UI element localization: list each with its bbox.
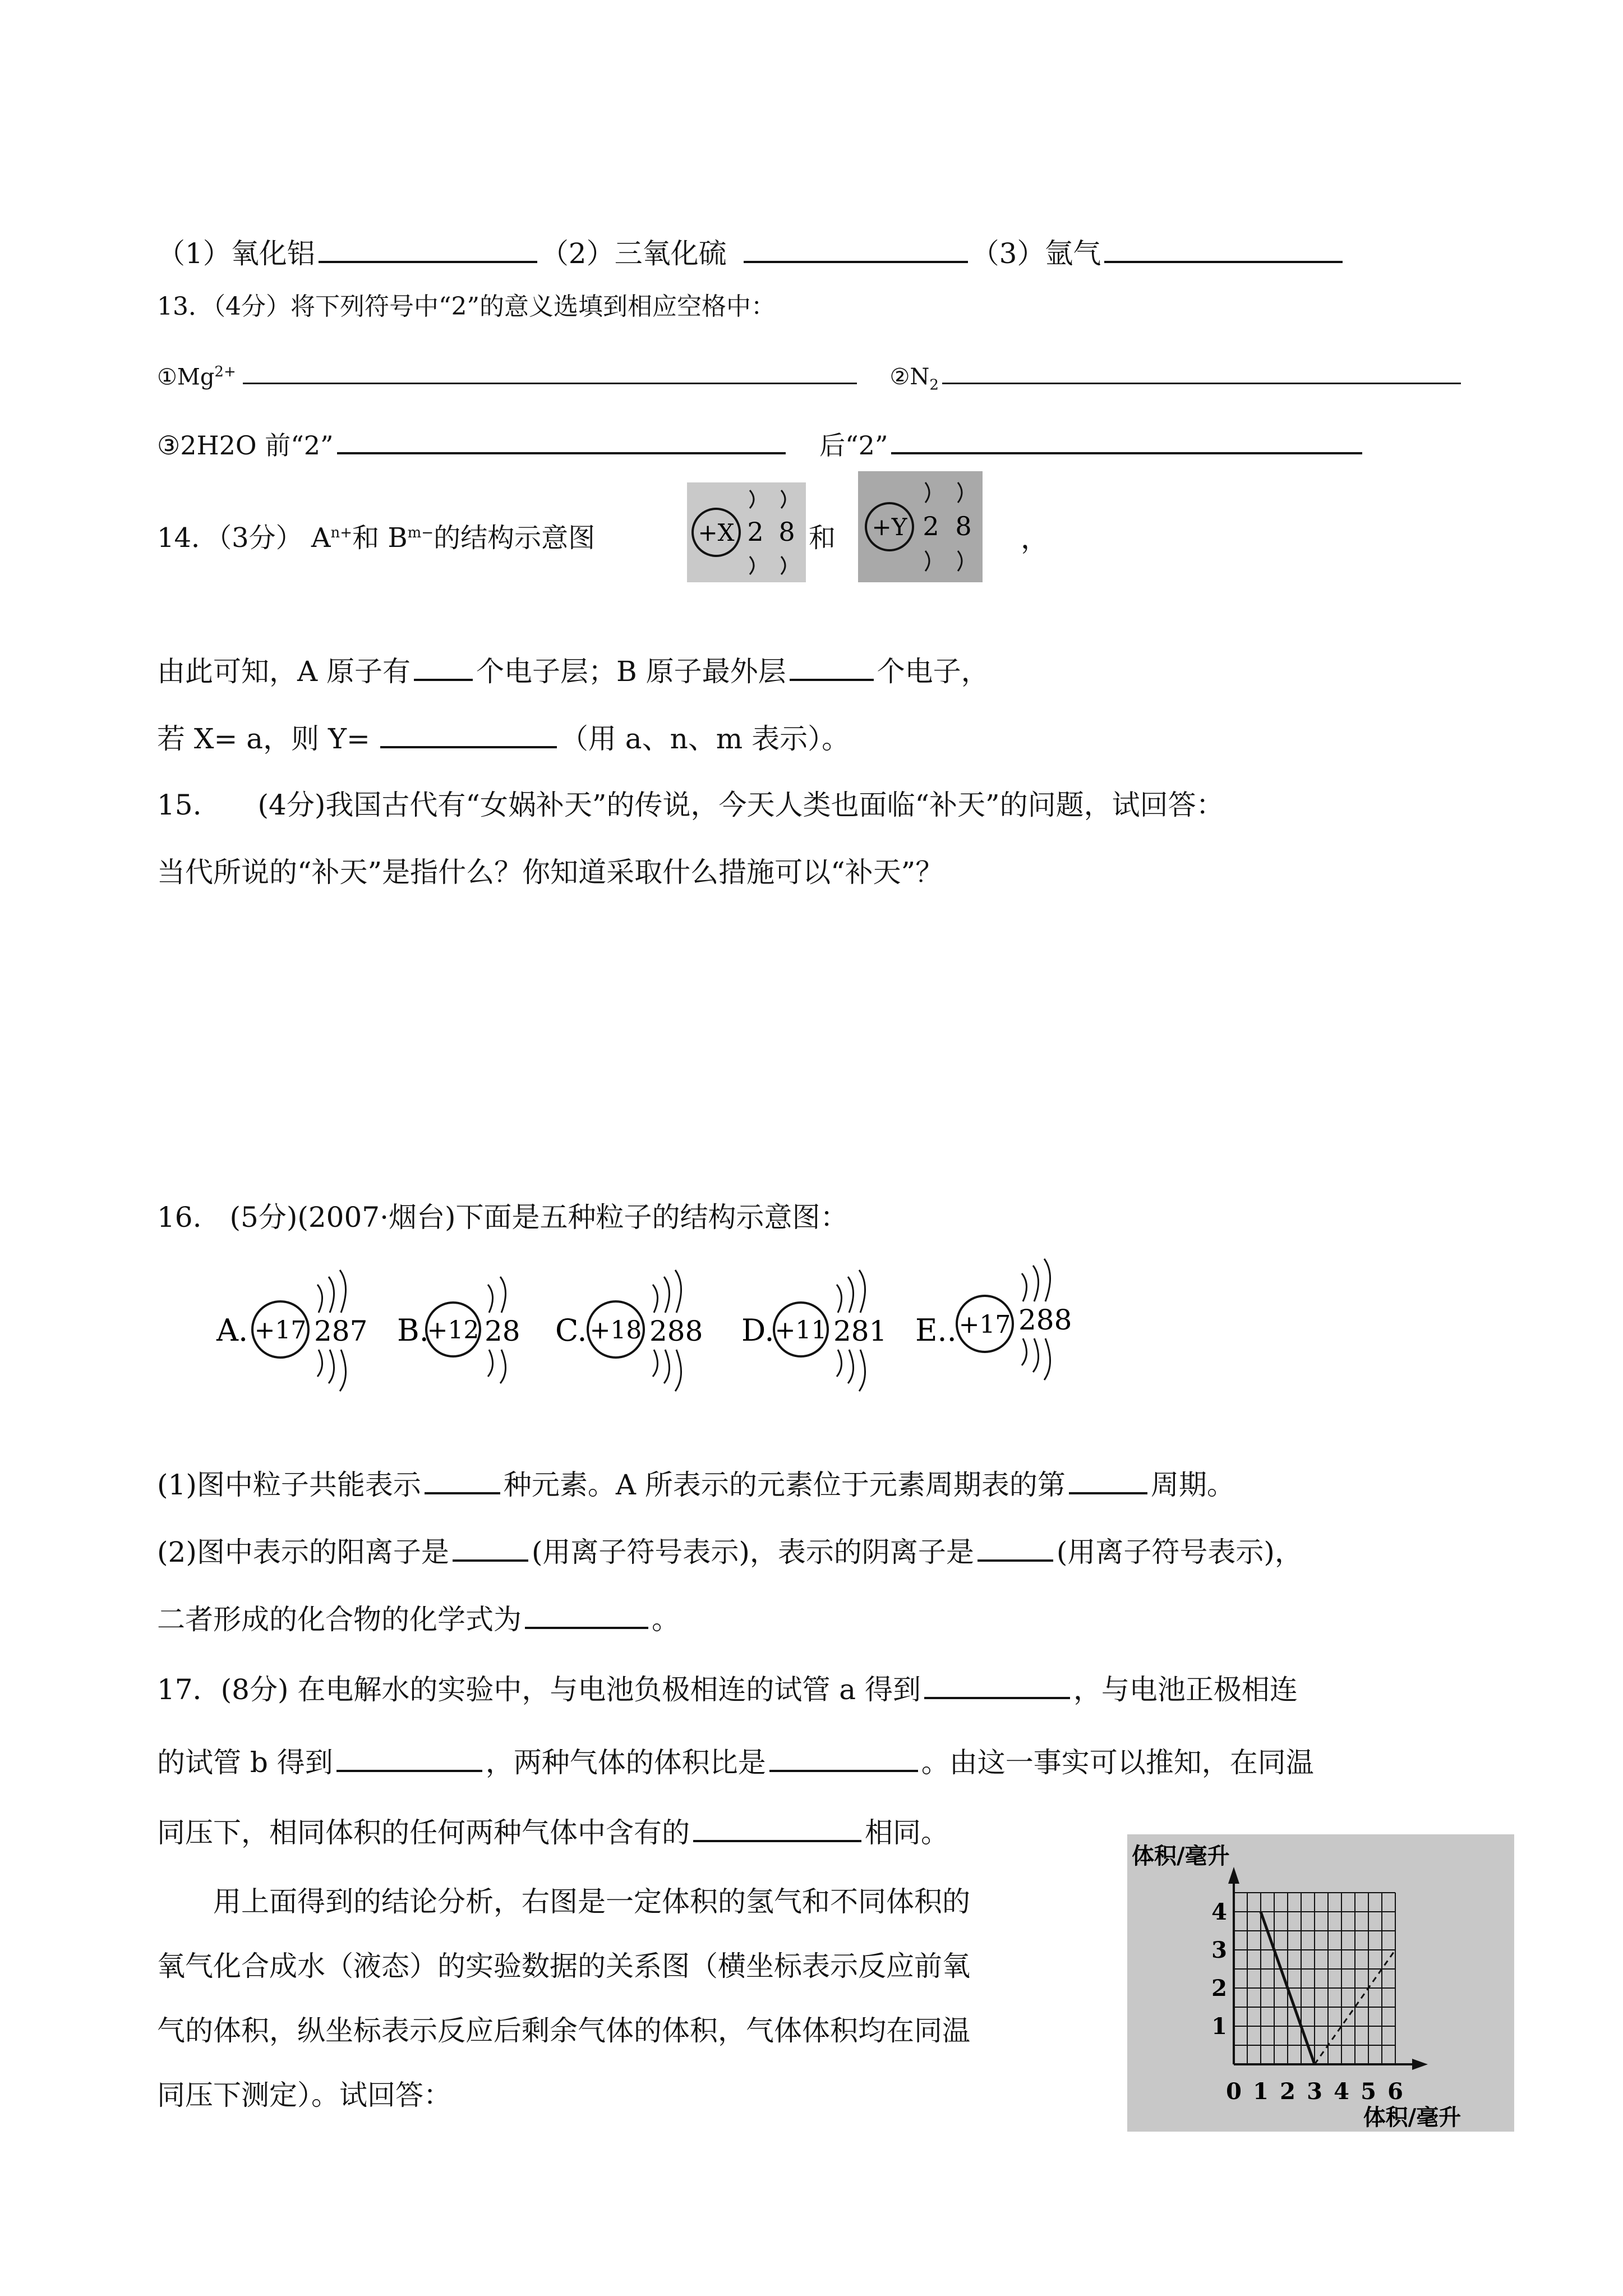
q17-text: 17．(8分) 在电解水的实验中，与电池负极相连的试管 a 得到 <box>157 1673 921 1706</box>
y-tick-label: 1 <box>1211 2013 1227 2040</box>
q16-text: 。 <box>652 1603 680 1636</box>
particle-diagrams <box>208 1251 1105 1436</box>
q17-para4: 同压下测定）。试回答： <box>157 2079 451 2111</box>
nucleus-charge: +18 <box>589 1316 642 1345</box>
answer-blank[interactable] <box>942 365 1461 384</box>
q16-text: (2)图中表示的阳离子是 <box>157 1536 449 1568</box>
answer-blank[interactable] <box>453 1537 528 1562</box>
q14-text: 个电子， <box>877 655 989 688</box>
shell-electrons: 281 <box>833 1315 887 1347</box>
answer-blank[interactable] <box>790 656 874 681</box>
y-tick-label: 2 <box>1211 1975 1227 2001</box>
q14-stem <box>157 522 596 554</box>
q13-row1 <box>157 365 1464 392</box>
shell-count: 8 <box>778 517 795 547</box>
ion-diagram-b <box>858 471 983 582</box>
ion-diagram-a <box>687 482 806 582</box>
answer-blank[interactable] <box>525 1604 648 1629</box>
q17-text: 的试管 b 得到 <box>157 1746 333 1779</box>
q16-part3 <box>157 1604 680 1634</box>
nucleus-charge: +11 <box>774 1316 827 1345</box>
answer-blank[interactable] <box>319 238 537 263</box>
q17-text: 。由这一事实可以推知，在同温 <box>921 1746 1314 1779</box>
n2-symbol: ②N <box>889 364 930 390</box>
q12-part2: （2）三氧化硫 <box>540 237 727 270</box>
q17-line1 <box>157 1674 1298 1704</box>
mg-ion-symbol: ①Mg <box>157 364 215 390</box>
answer-blank[interactable] <box>693 1818 861 1842</box>
shell-count: 8 <box>955 511 972 541</box>
q14-line3 <box>157 724 850 753</box>
q17-para1: 用上面得到的结论分析，右图是一定体积的氢气和不同体积的 <box>213 1885 970 1918</box>
answer-blank[interactable] <box>337 432 786 454</box>
shell-electrons: 288 <box>649 1315 703 1347</box>
q16-text: (用离子符号表示)， <box>1056 1536 1303 1568</box>
shell-electrons: 288 <box>1018 1304 1072 1336</box>
chart-svg <box>1127 1834 1514 2132</box>
particle-label: D. <box>741 1313 774 1348</box>
charge-m: m− <box>407 524 434 541</box>
charge-n: n+ <box>330 524 353 541</box>
q17-text: 同压下，相同体积的任何两种气体中含有的 <box>157 1816 690 1849</box>
q16-text: 种元素。A 所表示的元素位于元素周期表的第 <box>503 1469 1066 1501</box>
q14-text: 由此可知，A 原子有 <box>157 655 411 688</box>
n2-subscript: 2 <box>929 376 939 394</box>
q17-text: ，与电池正极相连 <box>1073 1673 1298 1706</box>
water-coefficient-label: ③2H2O 前“2” <box>157 430 334 461</box>
q13-stem: 13．（4分）将下列符号中“2”的意义选填到相应空格中： <box>157 292 776 321</box>
x-tick-label: 6 <box>1387 2078 1403 2105</box>
q16-stem: 16. (5分)(2007·烟台)下面是五种粒子的结构示意图： <box>157 1201 849 1234</box>
q14-text2: 的结构示意图 <box>434 522 596 554</box>
q14-line2 <box>157 655 989 688</box>
answer-blank[interactable] <box>414 656 473 681</box>
x-axis-arrow <box>1412 2059 1428 2070</box>
q16-text: 周期。 <box>1150 1469 1235 1501</box>
q12-part1: （1）氧化铝 <box>157 237 315 270</box>
y-tick-label: 4 <box>1211 1899 1227 1925</box>
answer-blank[interactable] <box>978 1537 1053 1562</box>
q13-row2 <box>157 430 1366 461</box>
q12-part3: （3）氩气 <box>971 237 1101 270</box>
q16-part1 <box>157 1470 1235 1499</box>
shell-electrons: 287 <box>314 1315 368 1347</box>
x-tick-label: 1 <box>1253 2078 1269 2105</box>
answer-blank[interactable] <box>891 432 1362 454</box>
x-tick-label: 3 <box>1307 2078 1322 2105</box>
nucleus-x: +X <box>698 519 735 546</box>
x-axis-label: 体积/毫升 <box>1363 2104 1461 2131</box>
shell-count: 2 <box>747 517 764 547</box>
particle-label: B. <box>397 1313 429 1348</box>
x-tick-label: 2 <box>1280 2078 1295 2105</box>
answer-blank[interactable] <box>769 1747 918 1772</box>
y-axis-arrow <box>1228 1867 1239 1884</box>
q14-text: 个电子层；B 原子最外层 <box>476 655 786 688</box>
nucleus-charge: +17 <box>958 1310 1011 1339</box>
q15-line1: 15. (4分)我国古代有“女娲补天”的传说，今天人类也面临“补天”的问题，试回答： <box>157 789 1224 821</box>
answer-blank[interactable] <box>425 1470 500 1494</box>
q17-para3: 气的体积，纵坐标表示反应后剩余气体的体积，气体体积均在同温 <box>157 2014 970 2047</box>
answer-blank[interactable] <box>1069 1470 1147 1494</box>
particle-label: E.. <box>915 1313 957 1348</box>
x-tick-label: 4 <box>1334 2078 1349 2105</box>
answer-blank[interactable] <box>336 1747 482 1772</box>
x-tick-label: 5 <box>1361 2078 1376 2105</box>
q16-text: 二者形成的化合物的化学式为 <box>157 1603 522 1636</box>
q17-text: ，两种气体的体积比是 <box>485 1746 766 1779</box>
q15-line2: 当代所说的“补天”是指什么？你知道采取什么措施可以“补天”？ <box>157 856 944 889</box>
q17-line3 <box>157 1818 949 1847</box>
x-tick-label: 0 <box>1226 2078 1242 2105</box>
answer-blank[interactable] <box>380 724 557 748</box>
q14-and: 和 <box>809 522 836 554</box>
shell-count: 2 <box>923 511 939 541</box>
q14-comma: ， <box>1021 522 1049 555</box>
q17-text: 相同。 <box>865 1816 949 1849</box>
answer-blank[interactable] <box>243 365 857 384</box>
q14-label: 14．（3分） A <box>157 522 331 554</box>
q12-line <box>157 238 1346 268</box>
y-axis-label: 体积/毫升 <box>1132 1843 1230 1869</box>
q17-para2: 氧气化合成水（液态）的实验数据的关系图（横坐标表示反应前氧 <box>157 1950 970 1982</box>
y-tick-label: 3 <box>1211 1937 1227 1963</box>
answer-blank[interactable] <box>924 1674 1070 1699</box>
answer-blank[interactable] <box>744 238 968 263</box>
q16-text: (用离子符号表示)，表示的阴离子是 <box>531 1536 974 1568</box>
nucleus-charge: +17 <box>254 1316 307 1345</box>
q14-text: 若 X= a，则 Y= <box>157 723 370 755</box>
volume-chart <box>1127 1834 1514 2132</box>
nucleus-y: +Y <box>872 513 907 541</box>
q16-text: (1)图中粒子共能表示 <box>157 1469 421 1501</box>
mg-charge: 2+ <box>214 364 236 380</box>
shell-electrons: 28 <box>485 1315 520 1347</box>
q17-line2 <box>157 1747 1314 1777</box>
answer-blank[interactable] <box>1104 238 1343 263</box>
nucleus-charge: +12 <box>427 1316 479 1345</box>
water-subscript-label: 后“2” <box>819 430 888 461</box>
q16-part2 <box>157 1537 1303 1566</box>
q14-text: 和 B <box>352 522 408 554</box>
particle-label: A. <box>216 1313 248 1348</box>
particle-label: C. <box>555 1313 587 1348</box>
q14-text: （用 a、n、m 表示）。 <box>560 723 850 755</box>
